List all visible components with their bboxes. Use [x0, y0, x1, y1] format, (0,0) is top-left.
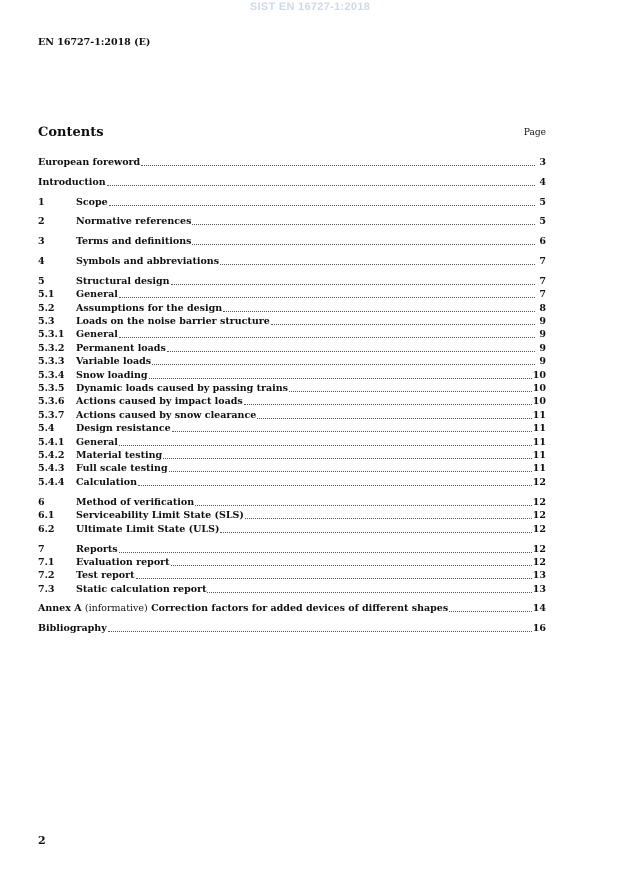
toc-entry-number: 1 [38, 197, 45, 208]
toc-entry-number: 5.4 [38, 423, 55, 434]
dot-leader [207, 591, 531, 593]
dot-leader [167, 350, 535, 352]
dot-leader [257, 417, 531, 419]
toc-entry-title: Bibliography [38, 623, 107, 634]
toc-entry-page: 11 [532, 423, 546, 434]
dot-leader [449, 610, 532, 612]
dot-leader [192, 223, 535, 225]
toc-entry-number: 5.4.2 [38, 450, 65, 461]
toc-entry[interactable] [38, 156, 546, 169]
toc-entry[interactable] [38, 288, 546, 301]
toc-entry-page: 11 [532, 463, 546, 474]
toc-entry-title: Assumptions for the design [76, 303, 223, 314]
toc-entry-page: 12 [532, 557, 546, 568]
toc-entry-title: Symbols and abbreviations [76, 256, 220, 267]
toc-entry[interactable] [38, 509, 546, 522]
toc-entry-page: 9 [539, 329, 546, 340]
toc-entry[interactable] [38, 196, 546, 209]
page-number: 2 [38, 834, 46, 847]
toc-entry-page: 3 [539, 157, 546, 168]
toc-entry[interactable] [38, 382, 546, 395]
annex-label: Annex A [38, 603, 82, 614]
toc-entry-number: 7 [38, 544, 45, 555]
toc-entry-number: 5.3.3 [38, 356, 65, 367]
toc-entry-number: 5.3.6 [38, 396, 65, 407]
toc-entry-title: Static calculation report [76, 584, 207, 595]
toc-entry-page: 10 [532, 396, 546, 407]
toc-entry-page: 8 [539, 303, 546, 314]
toc-entry-page: 10 [532, 370, 546, 381]
toc-entry[interactable] [38, 328, 546, 341]
dot-leader [289, 390, 532, 392]
dot-leader [152, 363, 535, 365]
toc-entry-title: Material testing [76, 450, 163, 461]
toc-entry[interactable] [38, 523, 546, 536]
dot-leader [192, 243, 535, 245]
toc-entry-title: Design resistance [76, 423, 171, 434]
toc-entry-title: Loads on the noise barrier structure [76, 316, 270, 327]
toc-entry-number: 7.1 [38, 557, 55, 568]
toc-entry[interactable] [38, 462, 546, 475]
toc-entry-title: Snow loading [76, 370, 148, 381]
toc-entry-number: 5.3.5 [38, 383, 65, 394]
contents-heading: Contents [38, 125, 104, 140]
toc-entry-page: 16 [532, 623, 546, 634]
toc-entry-number: 6.1 [38, 510, 55, 521]
dot-leader [220, 263, 535, 265]
toc-entry-number: 5.1 [38, 289, 55, 300]
toc-entry-page: 12 [532, 497, 546, 508]
dot-leader [119, 444, 532, 446]
toc-entry[interactable] [38, 543, 546, 556]
toc-entry-title: General [76, 289, 118, 300]
toc-entry-page: 11 [532, 437, 546, 448]
toc-entry-title: Full scale testing [76, 463, 168, 474]
toc-entry-page: 12 [532, 510, 546, 521]
annex-note: (informative) [84, 603, 148, 614]
dot-leader [119, 551, 532, 553]
dot-leader [141, 164, 535, 166]
toc-entry-title: Dynamic loads caused by passing trains [76, 383, 289, 394]
toc-entry[interactable] [38, 255, 546, 268]
dot-leader [171, 564, 532, 566]
toc-entry-title: Introduction [38, 177, 106, 188]
toc-entry-title: Actions caused by impact loads [76, 396, 243, 407]
toc-entry-page: 7 [539, 276, 546, 287]
toc-entry[interactable] [38, 302, 546, 315]
toc-entry[interactable] [38, 569, 546, 582]
toc-entry-title: Terms and definitions [76, 236, 192, 247]
dot-leader [108, 630, 532, 632]
toc-entry-page: 5 [539, 197, 546, 208]
toc-entry-title: General [76, 329, 118, 340]
toc-entry-number: 6 [38, 497, 45, 508]
toc-entry[interactable] [38, 622, 546, 635]
toc-entry-number: 2 [38, 216, 45, 227]
dot-leader [107, 184, 535, 186]
toc-entry-title: Permanent loads [76, 343, 166, 354]
dot-leader [136, 577, 532, 579]
toc-entry[interactable] [38, 476, 546, 489]
toc-entry-page: 9 [539, 356, 546, 367]
toc-entry[interactable] [38, 395, 546, 408]
toc-entry-title: European foreword [38, 157, 141, 168]
toc-entry-page: 9 [539, 343, 546, 354]
toc-entry-title: Calculation [76, 477, 138, 488]
dot-leader [195, 504, 532, 506]
toc-entry-page: 11 [532, 410, 546, 421]
toc-entry-number: 5.4.1 [38, 437, 65, 448]
dot-leader [171, 283, 535, 285]
toc-entry[interactable] [38, 496, 546, 509]
toc-entry-title [38, 603, 448, 615]
toc-entry-title: Serviceability Limit State (SLS) [76, 510, 244, 521]
toc-entry-number: 3 [38, 236, 45, 247]
toc-entry-number: 7.2 [38, 570, 55, 581]
toc-entry-page: 4 [539, 177, 546, 188]
toc-entry[interactable] [38, 409, 546, 422]
toc-entry-page: 13 [532, 570, 546, 581]
toc-entry-page: 13 [532, 584, 546, 595]
dot-leader [149, 377, 532, 379]
toc-entry[interactable] [38, 342, 546, 355]
toc-entry-title: Evaluation report [76, 557, 170, 568]
watermark: SIST EN 16727-1:2018 [249, 1, 371, 13]
toc-entry[interactable] [38, 583, 546, 596]
toc-entry[interactable] [38, 315, 546, 328]
toc-entry-number: 7.3 [38, 584, 55, 595]
toc-entry-title: Normative references [76, 216, 192, 227]
toc-entry[interactable] [38, 215, 546, 228]
toc-entry-title: Actions caused by snow clearance [76, 410, 257, 421]
dot-leader [169, 470, 532, 472]
toc-entry-number: 5.3.7 [38, 410, 65, 421]
toc-entry[interactable] [38, 355, 546, 368]
toc-entry[interactable] [38, 449, 546, 462]
toc-entry-page: 5 [539, 216, 546, 227]
toc-entry-number: 4 [38, 256, 45, 267]
toc-entry-title: Reports [76, 544, 118, 555]
toc-entry-page: 12 [532, 524, 546, 535]
toc-entry-number: 5.3.2 [38, 343, 65, 354]
toc-entry-page: 11 [532, 450, 546, 461]
toc-entry-title: Variable loads [76, 356, 152, 367]
dot-leader [244, 403, 532, 405]
toc-entry-number: 5.4.3 [38, 463, 65, 474]
toc-entry-number: 5.2 [38, 303, 55, 314]
toc-entry-page: 14 [532, 603, 546, 614]
dot-leader [109, 204, 535, 206]
toc-entry[interactable] [38, 436, 546, 449]
toc-entry-number: 5.3.1 [38, 329, 65, 340]
toc-entry-title: Scope [76, 197, 108, 208]
dot-leader [172, 430, 532, 432]
toc-entry-page: 7 [539, 256, 546, 267]
toc-entry-page: 12 [532, 477, 546, 488]
toc-entry[interactable] [38, 369, 546, 382]
toc-entry-number: 5 [38, 276, 45, 287]
toc-entry-annex-a[interactable] [38, 602, 546, 615]
dot-leader [245, 517, 532, 519]
toc-entry-title: General [76, 437, 118, 448]
annex-title: Correction factors for added devices of different shapes [151, 603, 449, 614]
dot-leader [220, 531, 531, 533]
toc-entry-title: Structural design [76, 276, 170, 287]
toc-entry[interactable] [38, 556, 546, 569]
dot-leader [271, 323, 535, 325]
dot-leader [223, 310, 535, 312]
toc-entry-page: 6 [539, 236, 546, 247]
toc-entry-page: 12 [532, 544, 546, 555]
toc-entry-title: Ultimate Limit State (ULS) [76, 524, 220, 535]
toc-entry-number: 5.4.4 [38, 477, 65, 488]
toc-entry-title: Test report [76, 570, 135, 581]
toc-entry-page: 7 [539, 289, 546, 300]
toc-entry[interactable] [38, 176, 546, 189]
page-column-label: Page [523, 128, 546, 138]
dot-leader [138, 484, 532, 486]
document-id: EN 16727-1:2018 (E) [38, 37, 151, 48]
toc-entry-page: 10 [532, 383, 546, 394]
toc-entry-page: 9 [539, 316, 546, 327]
dot-leader [119, 296, 535, 298]
dot-leader [119, 336, 535, 338]
toc-entry-title: Method of verification [76, 497, 195, 508]
toc-entry-number: 6.2 [38, 524, 55, 535]
toc-entry[interactable] [38, 275, 546, 288]
dot-leader [163, 457, 532, 459]
toc-entry[interactable] [38, 422, 546, 435]
toc-entry[interactable] [38, 235, 546, 248]
toc-entry-number: 5.3.4 [38, 370, 65, 381]
toc-entry-number: 5.3 [38, 316, 55, 327]
